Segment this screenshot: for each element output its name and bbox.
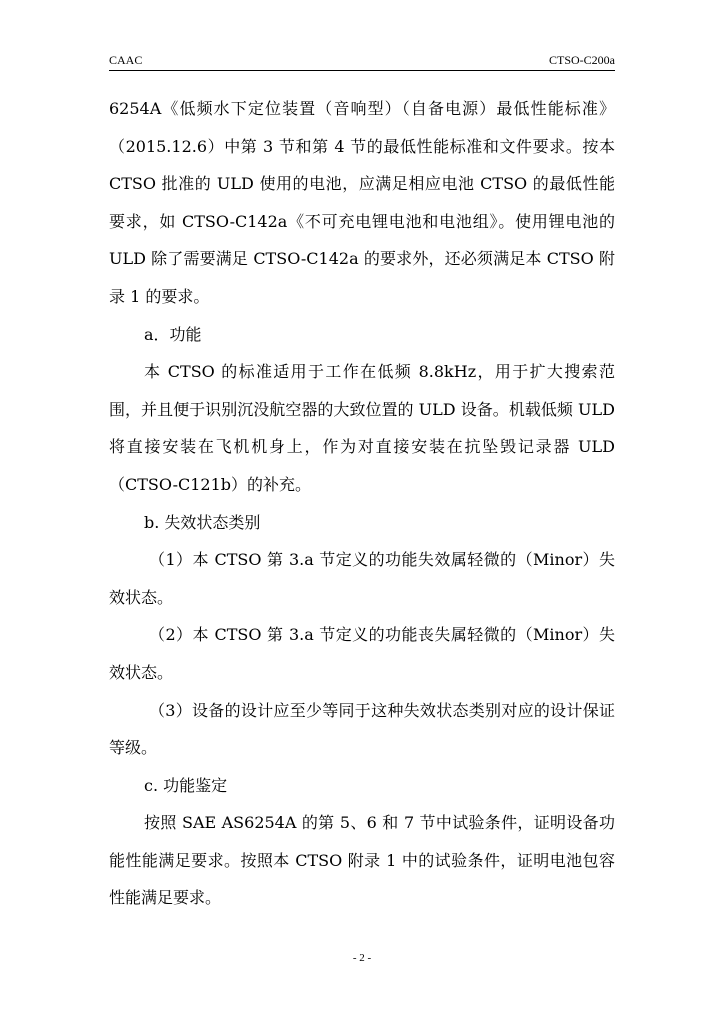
paragraph-function: 本 CTSO 的标准适用于工作在低频 8.8kHz，用于扩大搜索范围，并且便于识别沉没航空器的大致位置的 ULD 设备。机载低频 ULD 将直接安装在飞机机身上，作为对直接安装在抗坠毁记录器 ULD（CTSO-C121b）的补充。 xyxy=(109,362,615,494)
list-item-failure-3: （3）设备的设计应至少等同于这种失效状态类别对应的设计保证等级。 xyxy=(109,700,615,758)
paragraph-qualification: 按照 SAE AS6254A 的第 5、6 和 7 节中试验条件，证明设备功能性能满足要求。按照本 CTSO 附录 1 中的试验条件，证明电池包容性能满足要求。 xyxy=(109,813,615,908)
list-item-failure-2: （2）本 CTSO 第 3.a 节定义的功能丧失属轻微的（Minor）失效状态。 xyxy=(109,625,615,682)
header-divider xyxy=(109,70,615,71)
page-header xyxy=(109,51,615,69)
paragraph-standard-requirements: 6254A《低频水下定位装置（音响型）（自备电源）最低性能标准》（2015.12.6）中第 3 节和第 4 节的最低性能标准和文件要求。按本 CTSO 批准的 ULD 使用的电池，应满足相应电池 CTSO 的最低性能要求，如 CTSO-C142a《不可充电锂电池和电池组》。使用锂电池的 ULD 除了需要满足 CTSO-C142a 的要求外，还必须满足本 CTSO 附录 1 的要求。 xyxy=(109,99,615,306)
header-document-number: CTSO-C200a xyxy=(549,53,615,67)
section-heading-failure-condition: b. 失效状态类别 xyxy=(144,512,261,532)
document-body xyxy=(109,90,615,917)
page-number: - 2 - xyxy=(352,952,372,964)
section-heading-function: a．功能 xyxy=(144,324,202,344)
section-heading-qualification: c. 功能鉴定 xyxy=(144,775,228,795)
list-item-failure-1: （1）本 CTSO 第 3.a 节定义的功能失效属轻微的（Minor）失效状态。 xyxy=(109,550,615,607)
header-organization: CAAC xyxy=(109,53,143,67)
